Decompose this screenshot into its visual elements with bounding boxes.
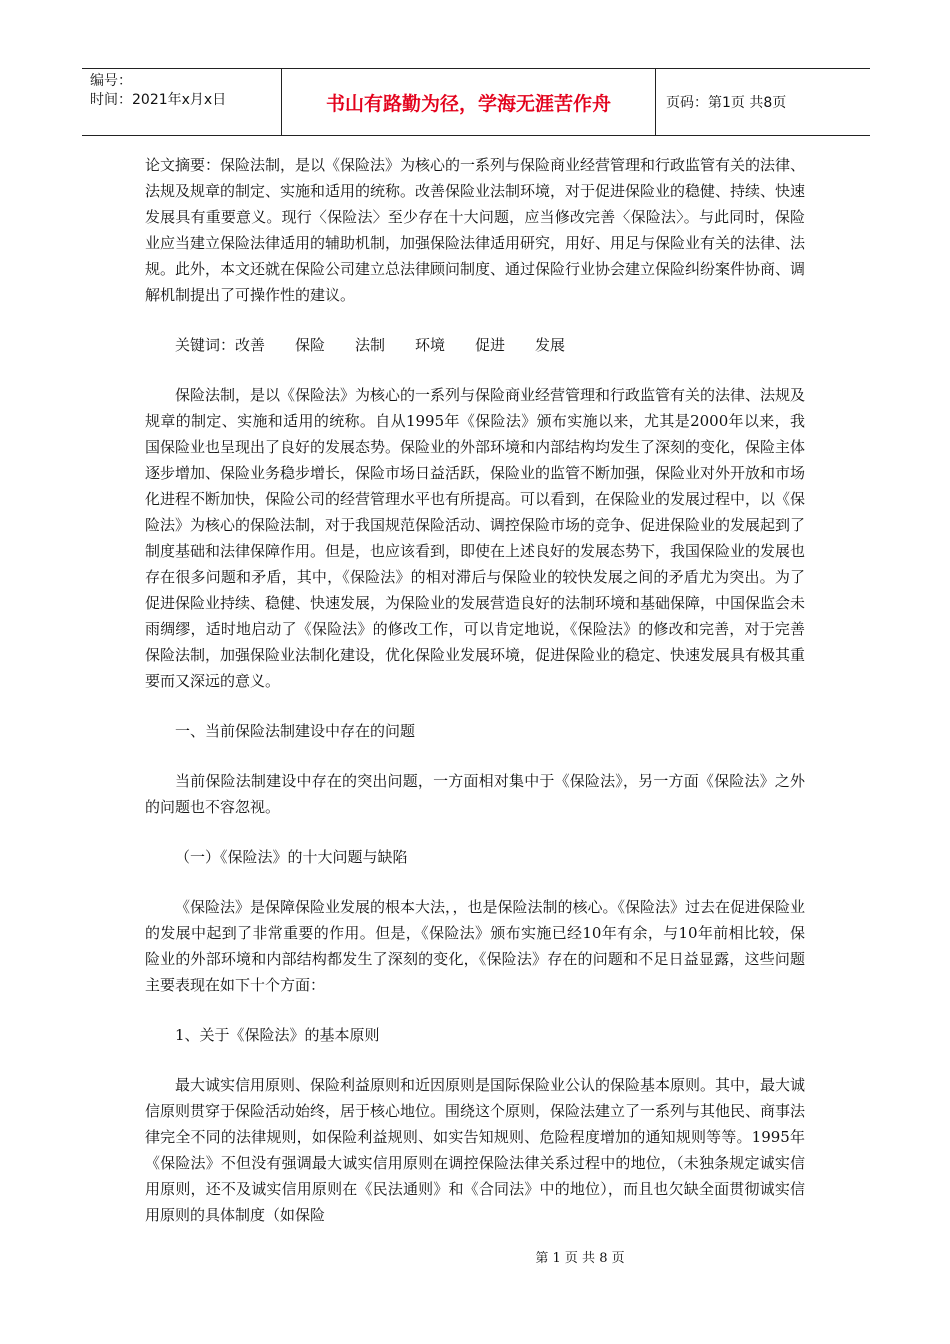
body-paragraph: 最大诚实信用原则、保险利益原则和近因原则是国际保险业公认的保险基本原则。其中，最大诚信原则贯穿于保险活动始终，居于核心地位。围绕这个原则，保险法建立了一系列与其他民、商事法律完全不同的法律规则，如保险利益规则、如实告知规则、危险程度增加的通知规则等等。1995年《保险法》不但没有强调最大诚实信用原则在调控保险法律关系过程中的地位，（未独条规定诚实信用原则，还不及诚实信用原则在《民法通则》和《合同法》中的地位），而且也欠缺全面贯彻诚实信用原则的具体制度（如保险 — [145, 1076, 806, 1224]
body-paragraph: 保险法制，是以《保险法》为核心的一系列与保险商业经营管理和行政监管有关的法律、法规及规章的制定、实施和适用的统称。自从1995年《保险法》颁布实施以来，尤其是2000年以来，我国保险业也呈现出了良好的发展态势。保险业的外部环境和内部结构均发生了深刻的变化，保险主体逐步增加、保险业务稳步增长，保险市场日益活跃，保险业的监管不断加强，保险业对外开放和市场化进程不断加快，保险公司的经营管理水平也有所提高。可以看到，在保险业的发展过程中，以《保险法》为核心的保险法制，对于我国规范保险活动、调控保险市场的竞争、促进保险业的发展起到了制度基础和法律保障作用。但是，也应该看到，即使在上述良好的发展态势下，我国保险业的发展也存在很多问题和矛盾，其中，《保险法》的相对滞后与保险业的较快发展之间的矛盾尤为突出。为了促进保险业持续、稳健、快速发展，为保险业的发展营造良好的法制环境和基础保障，中国保监会未雨绸缪，适时地启动了《保险法》的修改工作，可以肯定地说，《保险法》的修改和完善，对于完善保险法制，加强保险业法制化建设，优化保险业发展环境，促进保险业的稳定、快速发展具有极其重要而又深远的意义。 — [145, 386, 806, 690]
section-heading: 一、当前保险法制建设中存在的问题 — [175, 722, 416, 740]
header-page-number: 页码：第1页 共8页 — [666, 95, 787, 111]
header-info-cell — [82, 69, 282, 135]
document-date-label: 时间：2021年x月x日 — [90, 92, 227, 108]
page-footer — [0, 1247, 950, 1266]
document-number-label: 编号： — [90, 73, 132, 89]
footer-page-number: 第 1 页 共 8 页 — [535, 1251, 625, 1266]
abstract-paragraph: 论文摘要：保险法制，是以《保险法》为核心的一系列与保险商业经营管理和行政监管有关的法律、法规及规章的制定、实施和适用的统称。改善保险业法制环境，对于促进保险业的稳健、持续、快速发展具有重要意义。现行〈保险法〉至少存在十大问题，应当修改完善〈保险法〉。与此同时，保险业应当建立保险法律适用的辅助机制，加强保险法律适用研究，用好、用足与保险业有关的法律、法规。此外，本文还就在保险公司建立总法律顾问制度、通过保险行业协会建立保险纠纷案件协商、调解机制提出了可操作性的建议。 — [145, 156, 806, 304]
keywords-line: 关键词：改善 保险 法制 环境 促进 发展 — [175, 336, 566, 354]
header-motto: 书山有路勤为径，学海无涯苦作舟 — [282, 69, 656, 135]
subsection-heading: （一）《保险法》的十大问题与缺陷 — [175, 848, 408, 866]
body-paragraph: 当前保险法制建设中存在的突出问题，一方面相对集中于《保险法》，另一方面《保险法》之外的问题也不容忽视。 — [145, 772, 805, 816]
item-heading: 1、关于《保险法》的基本原则 — [175, 1026, 380, 1044]
body-paragraph: 《保险法》是保障保险业发展的根本大法，，也是保险法制的核心。《保险法》过去在促进保险业的发展中起到了非常重要的作用。但是，《保险法》颁布实施已经10年有余，与10年前相比较，保险业的外部环境和内部结构都发生了深刻的变化，《保险法》存在的问题和不足日益显露，这些问题主要表现在如下十个方面： — [145, 898, 806, 994]
page-header — [82, 68, 870, 136]
document-body — [145, 152, 805, 1228]
